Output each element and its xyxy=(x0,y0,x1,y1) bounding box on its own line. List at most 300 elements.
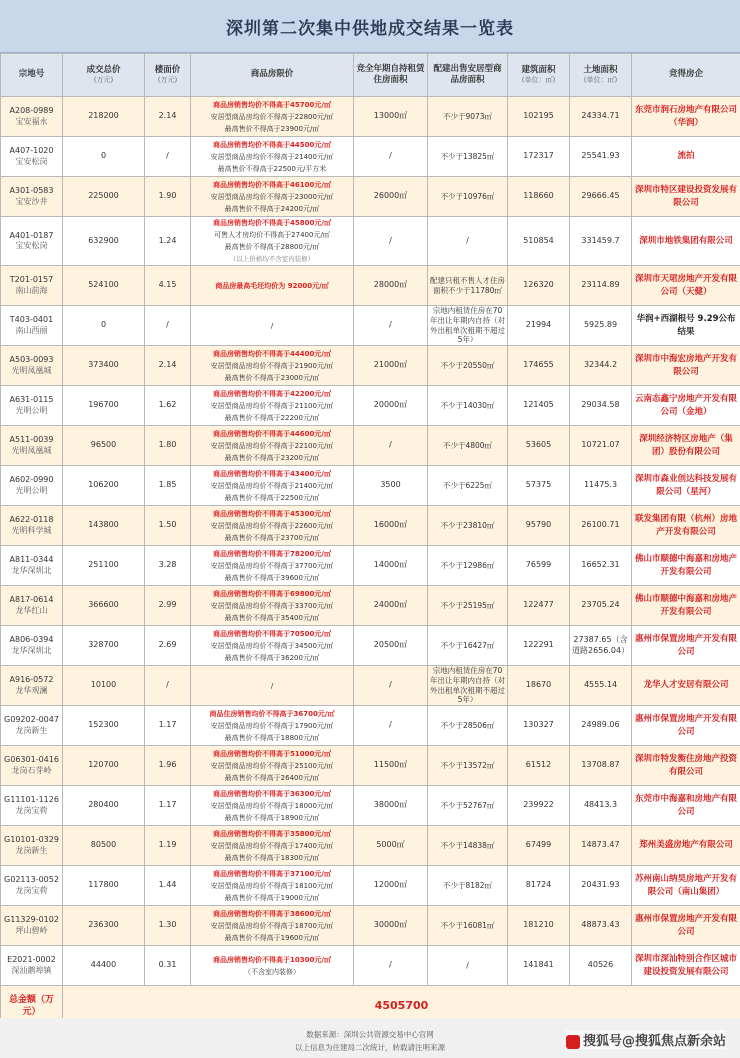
header-limit: 商品房限价 xyxy=(191,54,354,97)
lot-code: G02113-0052 xyxy=(4,875,59,885)
table-row xyxy=(1,626,740,666)
total-price-cell: 143800 xyxy=(63,506,145,546)
table-row xyxy=(1,97,740,137)
limit-line-1: 商品房销售均价不得高于70500元/㎡ xyxy=(213,629,331,638)
lot-code: A602-0990 xyxy=(9,475,54,485)
limit-line-3: 最高售价不得高于28800元/㎡ xyxy=(224,243,320,251)
limit-line-3: 最高售价不得高于23200元/㎡ xyxy=(224,453,320,462)
land-area-cell: 26100.71 xyxy=(570,506,632,546)
build-area-cell: 95790 xyxy=(508,506,570,546)
lot-area: 龙岗石芽岭 xyxy=(11,765,52,775)
lot-code: A806-0394 xyxy=(9,635,54,645)
limit-line-3: 最高售价不得高于19000元/㎡ xyxy=(224,893,320,902)
rent-area-cell: 30000㎡ xyxy=(354,906,428,946)
total-price-cell: 152300 xyxy=(63,706,145,746)
limit-line-1: 商品房销售均价不得高于45300元/㎡ xyxy=(213,509,331,518)
build-area-cell: 181210 xyxy=(508,906,570,946)
rent-area-cell: / xyxy=(354,217,428,266)
afford-area-cell: 不少于16427㎡ xyxy=(428,626,508,666)
limit-line-2: 安居型商品房均价不得高于22600元/㎡ xyxy=(210,521,334,530)
lot-code: A511-0039 xyxy=(9,435,54,445)
rent-area-cell: 13000㎡ xyxy=(354,97,428,137)
buyer-cell: 惠州市保置房地产开发有限公司 xyxy=(632,626,740,666)
rent-area-cell: 12000㎡ xyxy=(354,866,428,906)
buyer-cell: 佛山市顺德中海嘉和房地产开发有限公司 xyxy=(632,586,740,626)
lot-code: A916-0572 xyxy=(9,675,54,685)
lot-code: A817-0614 xyxy=(9,595,54,605)
floor-price-cell: 1.17 xyxy=(145,706,191,746)
limit-line-3: 最高售价不得高于22500元/平方米 xyxy=(217,164,327,173)
limit-line-3: 最高售价不得高于18900元/㎡ xyxy=(224,813,320,822)
price-limit-cell xyxy=(191,786,354,826)
lot-cell xyxy=(1,426,63,466)
buyer-cell: 流拍 xyxy=(632,137,740,177)
table-row xyxy=(1,586,740,626)
price-limit-cell xyxy=(191,866,354,906)
floor-price-cell: 1.24 xyxy=(145,217,191,266)
header-lot: 宗地号 xyxy=(1,54,63,97)
lot-cell xyxy=(1,546,63,586)
price-limit-cell xyxy=(191,266,354,306)
rent-area-cell: 21000㎡ xyxy=(354,346,428,386)
floor-price-cell: 2.69 xyxy=(145,626,191,666)
lot-code: G09202-0047 xyxy=(4,715,59,725)
buyer-cell: 东莞市润石房地产有限公司（华润） xyxy=(632,97,740,137)
watermark-text: 搜狐号@搜狐焦点新余站 xyxy=(582,1034,726,1049)
limit-line-2: / xyxy=(270,321,274,330)
table-row xyxy=(1,706,740,746)
price-limit-cell xyxy=(191,97,354,137)
price-limit-cell xyxy=(191,306,354,346)
total-price-cell: 280400 xyxy=(63,786,145,826)
lot-cell xyxy=(1,177,63,217)
limit-line-2: / xyxy=(270,681,274,690)
total-price-cell: 632900 xyxy=(63,217,145,266)
price-limit-cell xyxy=(191,546,354,586)
limit-line-3: 最高售价不得高于23000元/㎡ xyxy=(224,373,320,382)
limit-line-3: 最高售价不得高于35400元/㎡ xyxy=(224,613,320,622)
floor-price-cell: 1.90 xyxy=(145,177,191,217)
limit-line-1: 商品住房销售均价不得高于36700元/㎡ xyxy=(209,709,335,718)
afford-area-cell: 不少于9073㎡ xyxy=(428,97,508,137)
buyer-cell: 苏州南山纳昊房地产开发有限公司（南山集团） xyxy=(632,866,740,906)
limit-line-1: 商品房销售均价不得高于45800元/㎡ xyxy=(213,219,331,227)
table-row xyxy=(1,666,740,706)
price-limit-cell xyxy=(191,946,354,986)
land-area-cell: 23114.89 xyxy=(570,266,632,306)
limit-line-2: 安居型商品房均价不得高于18000元/㎡ xyxy=(210,801,334,810)
table-row xyxy=(1,826,740,866)
limit-line-2: 安居型商品房均价不得高于23000元/㎡ xyxy=(210,192,334,201)
header-floor-price: 楼面价 (万元) xyxy=(145,54,191,97)
lot-area: 光明科学城 xyxy=(11,525,52,535)
lot-area: 光明公明 xyxy=(15,405,48,415)
lot-area: 光明凤凰城 xyxy=(11,445,52,455)
floor-price-cell: 1.50 xyxy=(145,506,191,546)
afford-area-cell: / xyxy=(428,946,508,986)
afford-area-cell: 不少于10976㎡ xyxy=(428,177,508,217)
rent-area-cell: 20500㎡ xyxy=(354,626,428,666)
lot-code: G11101-1126 xyxy=(4,795,59,805)
lot-code: A503-0093 xyxy=(9,355,54,365)
total-price-cell: 524100 xyxy=(63,266,145,306)
lot-cell xyxy=(1,306,63,346)
rent-area-cell: 28000㎡ xyxy=(354,266,428,306)
watermark xyxy=(566,1030,726,1049)
build-area-cell: 81724 xyxy=(508,866,570,906)
total-price-cell: 366600 xyxy=(63,586,145,626)
table-row xyxy=(1,506,740,546)
build-area-cell: 102195 xyxy=(508,97,570,137)
lot-area: 龙岗新生 xyxy=(15,845,48,855)
land-area-cell: 20431.93 xyxy=(570,866,632,906)
total-price-cell: 218200 xyxy=(63,97,145,137)
land-area-cell: 5925.89 xyxy=(570,306,632,346)
rent-area-cell: 11500㎡ xyxy=(354,746,428,786)
limit-line-3: 最高售价不得高于26400元/㎡ xyxy=(224,773,320,782)
price-limit-cell xyxy=(191,626,354,666)
limit-line-1: 商品房销售均价不得高于43400元/㎡ xyxy=(213,469,331,478)
limit-note: （以上价格均不含室内装修） xyxy=(229,255,315,263)
land-area-cell: 48873.43 xyxy=(570,906,632,946)
buyer-cell: 深圳市特发衡住房地产投资有限公司 xyxy=(632,746,740,786)
lot-area: 光明凤凰城 xyxy=(11,365,52,375)
limit-line-1: 商品房销售均价不得高于46100元/㎡ xyxy=(213,180,331,189)
limit-line-2: 安居型商品房均价不得高于21100元/㎡ xyxy=(210,401,334,410)
total-price-cell: 44400 xyxy=(63,946,145,986)
lot-cell xyxy=(1,786,63,826)
land-area-cell: 29666.45 xyxy=(570,177,632,217)
table-row xyxy=(1,177,740,217)
lot-cell xyxy=(1,346,63,386)
lot-cell xyxy=(1,137,63,177)
table-row xyxy=(1,137,740,177)
lot-area: 龙岗宝荷 xyxy=(15,805,48,815)
floor-price-cell: 1.19 xyxy=(145,826,191,866)
lot-area: 光明公明 xyxy=(15,485,48,495)
buyer-cell: 深圳市中海宏房地产开发有限公司 xyxy=(632,346,740,386)
build-area-cell: 21994 xyxy=(508,306,570,346)
land-area-cell: 24989.06 xyxy=(570,706,632,746)
rent-area-cell: / xyxy=(354,306,428,346)
lot-area: 深汕鹅埠镇 xyxy=(11,965,52,975)
floor-price-cell: 4.15 xyxy=(145,266,191,306)
limit-line-3: 最高售价不得高于22500元/㎡ xyxy=(224,493,320,502)
rent-area-cell: 26000㎡ xyxy=(354,177,428,217)
table-row xyxy=(1,306,740,346)
lot-cell xyxy=(1,826,63,866)
build-area-cell: 118660 xyxy=(508,177,570,217)
afford-area-cell: 不少于8182㎡ xyxy=(428,866,508,906)
page-title: 深圳第二次集中供地成交结果一览表 xyxy=(0,0,740,53)
limit-line-2: 安居型商品房均价不得高于33700元/㎡ xyxy=(210,601,334,610)
build-area-cell: 122291 xyxy=(508,626,570,666)
floor-price-cell: 0.31 xyxy=(145,946,191,986)
footer-note: 以上信息为住建局二次统计，转载请注明来源 xyxy=(295,1043,445,1052)
limit-line-3: 最高售价不得高于36200元/㎡ xyxy=(224,653,320,662)
lot-code: A631-0115 xyxy=(9,395,54,405)
limit-line-1: 商品房销售均价不得高于44500元/㎡ xyxy=(213,140,331,149)
buyer-cell: 惠州市保置房地产开发有限公司 xyxy=(632,706,740,746)
limit-line-1: 商品房销售均价不得高于51000元/㎡ xyxy=(213,749,331,758)
build-area-cell: 76599 xyxy=(508,546,570,586)
table-row xyxy=(1,217,740,266)
lot-area: 南山西丽 xyxy=(15,325,48,335)
price-limit-cell xyxy=(191,137,354,177)
lot-cell xyxy=(1,506,63,546)
floor-price-cell: 1.17 xyxy=(145,786,191,826)
lot-cell xyxy=(1,97,63,137)
rent-area-cell: 3500 xyxy=(354,466,428,506)
footer-source: 数据来源：深圳公共资源交易中心官网 xyxy=(306,1030,434,1039)
afford-area-cell: 不少于13825㎡ xyxy=(428,137,508,177)
lot-area: 宝安松岗 xyxy=(15,241,48,250)
build-area-cell: 130327 xyxy=(508,706,570,746)
table-row xyxy=(1,386,740,426)
afford-area-cell: 宗地内租赁住房在70年出让年期内自持（对外出租单次租期不超过5年） xyxy=(428,306,508,346)
land-area-cell: 40526 xyxy=(570,946,632,986)
table-row xyxy=(1,946,740,986)
price-limit-cell xyxy=(191,466,354,506)
afford-area-cell: 不少于25195㎡ xyxy=(428,586,508,626)
table-row xyxy=(1,546,740,586)
price-limit-cell xyxy=(191,666,354,706)
floor-price-cell: 1.44 xyxy=(145,866,191,906)
floor-price-cell: 2.14 xyxy=(145,346,191,386)
lot-cell xyxy=(1,866,63,906)
build-area-cell: 141841 xyxy=(508,946,570,986)
land-area-cell: 11475.3 xyxy=(570,466,632,506)
afford-area-cell: 不少于13572㎡ xyxy=(428,746,508,786)
land-area-cell: 23705.24 xyxy=(570,586,632,626)
land-area-cell: 25541.93 xyxy=(570,137,632,177)
build-area-cell: 53605 xyxy=(508,426,570,466)
table-row xyxy=(1,786,740,826)
lot-code: T201-0157 xyxy=(9,275,54,285)
limit-line-2: 安居型商品房均价不得高于22100元/㎡ xyxy=(210,441,334,450)
total-label: 总金额（万元） xyxy=(1,986,63,1028)
total-price-cell: 117800 xyxy=(63,866,145,906)
floor-price-cell: 1.85 xyxy=(145,466,191,506)
limit-line-3: 最高售价不得高于39600元/㎡ xyxy=(224,573,320,582)
total-value: 4505700 xyxy=(63,986,740,1028)
lot-area: 南山前海 xyxy=(15,285,48,295)
total-price-cell: 196700 xyxy=(63,386,145,426)
lot-cell xyxy=(1,217,63,266)
buyer-cell: 惠州市保置房地产开发有限公司 xyxy=(632,906,740,946)
limit-line-2: 安居型商品房均价不得高于25100元/㎡ xyxy=(210,761,334,770)
table-row xyxy=(1,906,740,946)
results-table xyxy=(0,53,740,1028)
land-area-cell: 4555.14 xyxy=(570,666,632,706)
total-price-cell: 0 xyxy=(63,306,145,346)
afford-area-cell: 不少于14030㎡ xyxy=(428,386,508,426)
price-limit-cell xyxy=(191,177,354,217)
limit-line-1: 商品房销售均价不得高于35800元/㎡ xyxy=(213,829,331,838)
limit-line-1: 商品房销售均价不得高于10300元/㎡ xyxy=(213,955,331,964)
total-price-cell: 251100 xyxy=(63,546,145,586)
table-row xyxy=(1,746,740,786)
floor-price-cell: 2.99 xyxy=(145,586,191,626)
total-price-cell: 373400 xyxy=(63,346,145,386)
lot-area: 宝安福永 xyxy=(15,116,48,126)
floor-price-cell: 1.80 xyxy=(145,426,191,466)
limit-line-1: 商品房销售均价不得高于37100元/㎡ xyxy=(213,869,331,878)
table-header-row xyxy=(1,54,740,97)
floor-price-cell: / xyxy=(145,306,191,346)
lot-code: A622-0118 xyxy=(9,515,54,525)
price-limit-cell xyxy=(191,386,354,426)
header-afford: 配建出售安居型商品房面积 xyxy=(428,54,508,97)
lot-area: 宝安松岗 xyxy=(15,156,48,166)
land-area-cell: 10721.07 xyxy=(570,426,632,466)
limit-line-2: 安居型商品房均价不得高于18100元/㎡ xyxy=(210,881,334,890)
limit-line-2: 安居型商品房均价不得高于22800元/㎡ xyxy=(210,112,334,121)
buyer-cell: 深圳市地铁集团有限公司 xyxy=(632,217,740,266)
sohu-logo-icon xyxy=(566,1035,580,1049)
lot-code: G06301-0416 xyxy=(4,755,59,765)
rent-area-cell: 38000㎡ xyxy=(354,786,428,826)
lot-cell xyxy=(1,666,63,706)
limit-line-1: 商品房销售均价不得高于42200元/㎡ xyxy=(213,389,331,398)
limit-line-2: （不含室内装修） xyxy=(244,967,300,976)
lot-cell xyxy=(1,706,63,746)
build-area-cell: 61512 xyxy=(508,746,570,786)
afford-area-cell: 不少于23810㎡ xyxy=(428,506,508,546)
rent-area-cell: 20000㎡ xyxy=(354,386,428,426)
lot-code: G10101-0329 xyxy=(4,835,59,845)
floor-price-cell: 3.28 xyxy=(145,546,191,586)
land-area-cell: 29034.58 xyxy=(570,386,632,426)
header-total-price: 成交总价 (万元) xyxy=(63,54,145,97)
buyer-cell: 联发集团有限（杭州）房地产开发有限公司 xyxy=(632,506,740,546)
buyer-cell: 龙华人才安居有限公司 xyxy=(632,666,740,706)
buyer-cell: 东莞市中海嘉和房地产有限公司 xyxy=(632,786,740,826)
buyer-cell: 郑州美盛房地产有限公司 xyxy=(632,826,740,866)
limit-line-2: 安居型商品房均价不得高于21400元/㎡ xyxy=(210,481,334,490)
lot-area: 龙华红山 xyxy=(15,605,48,615)
build-area-cell: 122477 xyxy=(508,586,570,626)
buyer-cell: 云南态鑫宁房地产开发有限公司（金地） xyxy=(632,386,740,426)
limit-line-2: 安居型商品房均价不得高于18700元/㎡ xyxy=(210,921,334,930)
header-rent: 竞全年期自持租赁住房面积 xyxy=(354,54,428,97)
price-limit-cell xyxy=(191,217,354,266)
afford-area-cell: 不少于28506㎡ xyxy=(428,706,508,746)
header-build-area: 建筑面积 (单位：㎡) xyxy=(508,54,570,97)
limit-line-1: 商品房销售均价不得高于38600元/㎡ xyxy=(213,909,331,918)
header-land-area: 土地面积 (单位：㎡) xyxy=(570,54,632,97)
lot-code: T403-0401 xyxy=(9,315,54,325)
land-area-cell: 48413.3 xyxy=(570,786,632,826)
lot-cell xyxy=(1,906,63,946)
build-area-cell: 67499 xyxy=(508,826,570,866)
limit-line-2: 安居型商品房均价不得高于34500元/㎡ xyxy=(210,641,334,650)
rent-area-cell: 14000㎡ xyxy=(354,546,428,586)
limit-line-3: 最高售价不得高于18800元/㎡ xyxy=(224,733,320,742)
afford-area-cell: 不少于4800㎡ xyxy=(428,426,508,466)
limit-line-1: 商品房销售均价不得高于78200元/㎡ xyxy=(213,549,331,558)
limit-line-1: 商品房销售均价不得高于44600元/㎡ xyxy=(213,429,331,438)
floor-price-cell: / xyxy=(145,137,191,177)
price-limit-cell xyxy=(191,346,354,386)
table-row xyxy=(1,346,740,386)
lot-code: A407-1020 xyxy=(9,146,54,156)
lot-code: A208-0989 xyxy=(9,106,54,116)
afford-area-cell: 不少于14838㎡ xyxy=(428,826,508,866)
afford-area-cell: 不少于16081㎡ xyxy=(428,906,508,946)
build-area-cell: 121405 xyxy=(508,386,570,426)
total-price-cell: 236300 xyxy=(63,906,145,946)
price-limit-cell xyxy=(191,746,354,786)
lot-code: G11329-0102 xyxy=(4,915,59,925)
table-row xyxy=(1,866,740,906)
limit-line-3: 最高售价不得高于24200元/㎡ xyxy=(224,204,320,213)
limit-line-2: 安居型商品房均价不得高于17400元/㎡ xyxy=(210,841,334,850)
limit-line-2: 安居型商品房均价不得高于21400元/㎡ xyxy=(210,152,334,161)
table-row xyxy=(1,426,740,466)
floor-price-cell: 2.14 xyxy=(145,97,191,137)
lot-cell xyxy=(1,586,63,626)
rent-area-cell: / xyxy=(354,666,428,706)
floor-price-cell: 1.30 xyxy=(145,906,191,946)
afford-area-cell: 不少于20550㎡ xyxy=(428,346,508,386)
buyer-cell: 佛山市顺德中海嘉和房地产开发有限公司 xyxy=(632,546,740,586)
total-price-cell: 0 xyxy=(63,137,145,177)
buyer-cell: 深圳经济特区房地产（集团）股份有限公司 xyxy=(632,426,740,466)
lot-area: 宝安沙井 xyxy=(15,196,48,206)
buyer-cell: 深圳市森业创达科技发展有限公司（星河） xyxy=(632,466,740,506)
header-buyer: 竞得房企 xyxy=(632,54,740,97)
afford-area-cell: 宗地内租赁住房在70年出让年期内自持（对外出租单次租期不超过5年） xyxy=(428,666,508,706)
build-area-cell: 57375 xyxy=(508,466,570,506)
limit-line-2: 可售人才房均价不得高于27400元/㎡ xyxy=(214,231,330,239)
lot-code: A811-0344 xyxy=(9,555,54,565)
rent-area-cell: / xyxy=(354,137,428,177)
floor-price-cell: 1.62 xyxy=(145,386,191,426)
lot-area: 龙岗宝荷 xyxy=(15,885,48,895)
limit-line-1: 商品房销售均价不得高于69800元/㎡ xyxy=(213,589,331,598)
afford-area-cell: 配建只租不售人才住房面积不少于11780㎡ xyxy=(428,266,508,306)
table-row xyxy=(1,266,740,306)
total-price-cell: 120700 xyxy=(63,746,145,786)
lot-area: 龙华深圳北 xyxy=(11,565,52,575)
lot-cell xyxy=(1,626,63,666)
afford-area-cell: 不少于12986㎡ xyxy=(428,546,508,586)
lot-area: 龙华深圳北 xyxy=(11,645,52,655)
lot-cell xyxy=(1,266,63,306)
price-limit-cell xyxy=(191,426,354,466)
land-area-cell: 24334.71 xyxy=(570,97,632,137)
lot-area: 坪山碧岭 xyxy=(15,925,48,935)
buyer-cell: 深圳市特区建设投资发展有限公司 xyxy=(632,177,740,217)
rent-area-cell: / xyxy=(354,706,428,746)
limit-line-1: 商品房最高毛坯均价为 92000元/㎡ xyxy=(215,281,329,290)
land-area-cell: 14873.47 xyxy=(570,826,632,866)
build-area-cell: 174655 xyxy=(508,346,570,386)
rent-area-cell: 5000㎡ xyxy=(354,826,428,866)
total-price-cell: 80500 xyxy=(63,826,145,866)
limit-line-1: 商品房销售均价不得高于44400元/㎡ xyxy=(213,349,331,358)
land-area-cell: 13708.87 xyxy=(570,746,632,786)
build-area-cell: 172317 xyxy=(508,137,570,177)
buyer-cell: 深圳市深汕特别合作区城市建设投资发展有限公司 xyxy=(632,946,740,986)
rent-area-cell: / xyxy=(354,946,428,986)
lot-code: E2021-0002 xyxy=(7,955,56,965)
land-area-cell: 16652.31 xyxy=(570,546,632,586)
limit-line-2: 安居型商品房均价不得高于21900元/㎡ xyxy=(210,361,334,370)
limit-line-1: 商品房销售均价不得高于36300元/㎡ xyxy=(213,789,331,798)
build-area-cell: 18670 xyxy=(508,666,570,706)
